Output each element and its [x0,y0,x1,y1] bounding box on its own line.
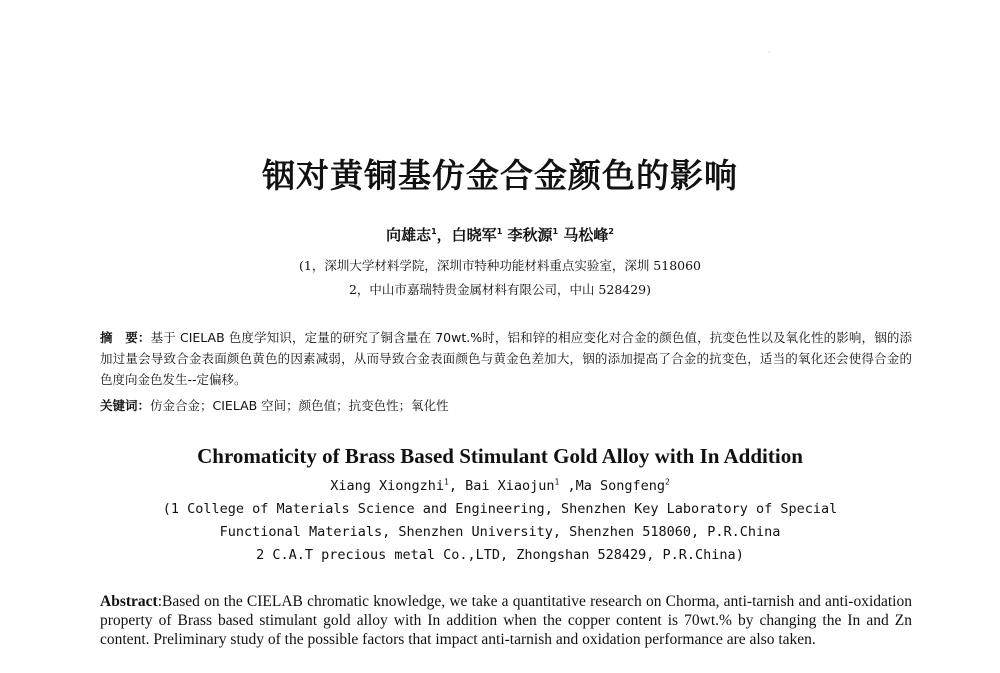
chinese-affiliation-2: 2，中山市嘉瑞特贵金属材料有限公司，中山 528429) [348,282,652,297]
chinese-title: 铟对黄铜基仿金合金颜色的影响 [262,156,738,195]
english-abstract [100,592,912,649]
chinese-author-name: 李秋源 [507,226,553,244]
chinese-affiliation-1: (1，深圳大学材料学院，深圳市特种功能材料重点实验室，深圳 518060 [298,258,702,273]
english-author-affiliation-mark: 1 [443,477,449,487]
chinese-keywords-label: 关键词： [100,398,151,413]
chinese-author-name: 白晓军 [451,226,497,244]
scan-speck: · [768,48,771,57]
english-abstract-label: Abstract [100,593,158,610]
english-affiliation-2: Functional Materials, Shenzhen University, Shenzhen 518060, P.R.China [219,524,781,540]
english-author-affiliation-mark: 2 [664,477,670,487]
chinese-author-name: 马松峰 [563,226,609,244]
english-title: Chromaticity of Brass Based Stimulant Gold Alloy with In Addition [197,444,803,468]
chinese-keywords [100,396,912,414]
chinese-authors [0,224,1000,245]
english-author-affiliation-mark: 1 [554,477,560,487]
english-affiliation-3: 2 C.A.T precious metal Co.,LTD, Zhongshan 528429, P.R.China) [256,547,744,563]
english-authors [0,478,1000,494]
english-author-separator: , [448,478,466,494]
chinese-author-name: 向雄志 [386,226,432,244]
english-author-name: Xiang Xiongzhi [330,478,444,494]
chinese-author-affiliation-mark: 2 [608,227,614,236]
english-abstract-text: :Based on the CIELAB chromatic knowledge, we take a quantitative research on Chorma, anti-tarnish and anti-oxidation property of Brass based stimulant gold alloy with In addition when the copper content is 70wt.% by changing the In and Zn content. Preliminary study of the possible factors that impact anti-tarnish and oxidation performance are also taken. [100,593,912,648]
chinese-abstract-text: 基于 CIELAB 色度学知识，定量的研究了铜含量在 70wt.%时，铝和锌的相应变化对合金的颜色值，抗变色性以及氧化性的影响，铟的添加过量会导致合金表面颜色黄色的因素减弱，从而导致合金表面颜色与黄金色差加大，铟的添加提高了合金的抗变色，适当的氧化还会使得合金的色度向金色发生--定偏移。 [100,330,912,387]
chinese-author-affiliation-mark: 1 [496,227,503,236]
chinese-abstract [100,327,912,390]
chinese-author-affiliation-mark: 1 [431,227,437,236]
english-author-name: Ma Songfeng [575,478,665,494]
chinese-abstract-label: 摘 要： [100,330,151,345]
chinese-keywords-text: 仿金合金；CIELAB 空间；颜色值；抗变色性；氧化性 [150,398,449,413]
english-affiliation-1: (1 College of Materials Science and Engineering, Shenzhen Key Laboratory of Special [162,501,838,517]
chinese-author-affiliation-mark: 1 [552,227,559,236]
chinese-author-separator: ， [436,226,452,244]
english-author-name: Bai Xiaojun [465,478,555,494]
english-author-separator: , [559,478,576,494]
